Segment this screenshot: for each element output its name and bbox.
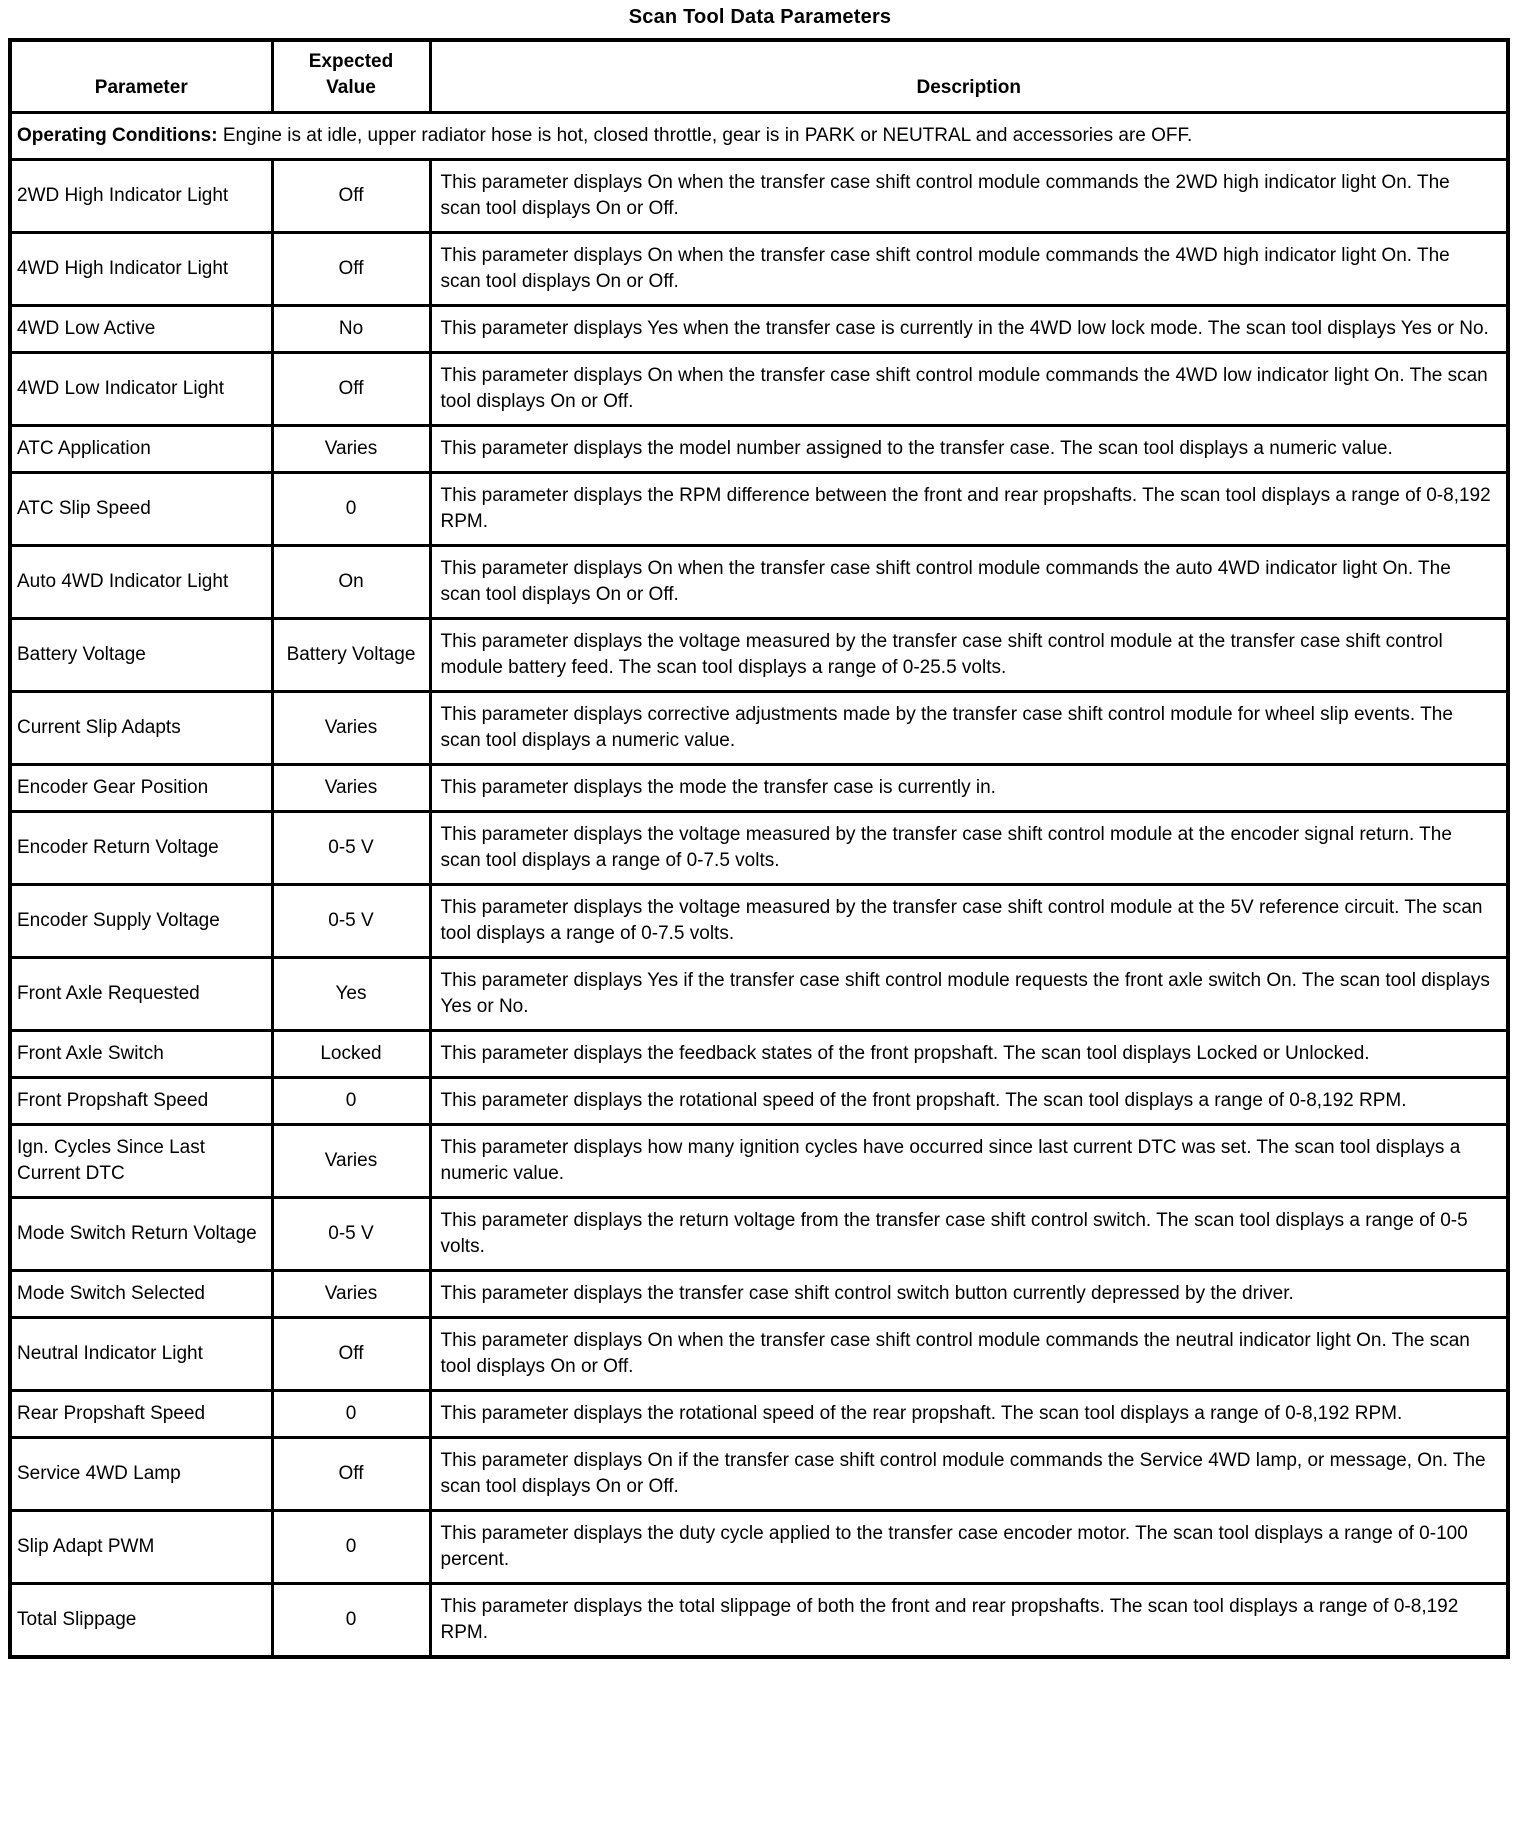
description-cell: This parameter displays the duty cycle applied to the transfer case encoder motor. The scan tool displays a range of 0-100 percent. [430,1510,1508,1583]
table-row [10,1030,1508,1077]
expected-value-cell: 0 [272,1583,430,1657]
description-cell: This parameter displays the voltage measured by the transfer case shift control module at the 5V reference circuit. The scan tool displays a range of 0-7.5 volts. [430,884,1508,957]
description-cell: This parameter displays the total slippage of both the front and rear propshafts. The scan tool displays a range of 0-8,192 RPM. [430,1583,1508,1657]
description-cell: This parameter displays Yes if the transfer case shift control module requests the front axle switch On. The scan tool displays Yes or No. [430,957,1508,1030]
parameter-cell: Rear Propshaft Speed [10,1390,272,1437]
parameter-cell: Total Slippage [10,1583,272,1657]
description-cell: This parameter displays On if the transfer case shift control module commands the Service 4WD lamp, or message, On. The scan tool displays On or Off. [430,1437,1508,1510]
parameter-cell: Service 4WD Lamp [10,1437,272,1510]
table-row [10,159,1508,232]
parameter-cell: Front Propshaft Speed [10,1077,272,1124]
expected-value-cell: Varies [272,691,430,764]
description-cell: This parameter displays On when the transfer case shift control module commands the auto 4WD indicator light On. The scan tool displays On or Off. [430,545,1508,618]
expected-value-cell: Yes [272,957,430,1030]
expected-value-cell: 0-5 V [272,884,430,957]
table-row [10,545,1508,618]
operating-conditions-text: Engine is at idle, upper radiator hose is hot, closed throttle, gear is in PARK or NEUTRAL and accessories are OFF. [217,124,1193,146]
table-row [10,884,1508,957]
parameter-cell: Mode Switch Selected [10,1270,272,1317]
description-cell: This parameter displays On when the transfer case shift control module commands the neutral indicator light On. The scan tool displays On or Off. [430,1317,1508,1390]
column-header-description-label: Description [916,76,1022,98]
description-cell: This parameter displays the voltage measured by the transfer case shift control module at the transfer case shift control module battery feed. The scan tool displays a range of 0-25.5 volts. [430,618,1508,691]
parameter-cell: Encoder Gear Position [10,764,272,811]
table-row [10,1124,1508,1197]
table-row [10,425,1508,472]
description-cell: This parameter displays the model number assigned to the transfer case. The scan tool displays a numeric value. [430,425,1508,472]
description-cell: This parameter displays corrective adjustments made by the transfer case shift control module for wheel slip events. The scan tool displays a numeric value. [430,691,1508,764]
expected-value-cell: 0 [272,1390,430,1437]
column-header-description [430,40,1508,112]
parameter-cell: Encoder Return Voltage [10,811,272,884]
parameter-cell: 4WD Low Active [10,305,272,352]
expected-value-cell: 0-5 V [272,1197,430,1270]
description-cell: This parameter displays the voltage measured by the transfer case shift control module at the encoder signal return. The scan tool displays a range of 0-7.5 volts. [430,811,1508,884]
description-cell: This parameter displays the return voltage from the transfer case shift control switch. The scan tool displays a range of 0-5 volts. [430,1197,1508,1270]
parameter-cell: Slip Adapt PWM [10,1510,272,1583]
expected-value-cell: 0 [272,1077,430,1124]
description-cell: This parameter displays the rotational speed of the rear propshaft. The scan tool displays a range of 0-8,192 RPM. [430,1390,1508,1437]
operating-conditions-cell [10,112,1508,159]
column-header-parameter-label: Parameter [94,76,188,98]
parameter-cell: 2WD High Indicator Light [10,159,272,232]
operating-conditions-label: Operating Conditions: [17,124,218,146]
table-row [10,1317,1508,1390]
expected-value-cell: Varies [272,764,430,811]
column-header-expected-value [272,40,430,112]
table-row [10,1390,1508,1437]
expected-value-cell: Off [272,1317,430,1390]
parameter-cell: Encoder Supply Voltage [10,884,272,957]
description-cell: This parameter displays the transfer case shift control switch button currently depressed by the driver. [430,1270,1508,1317]
table-row [10,232,1508,305]
table-header-row [10,40,1508,112]
expected-value-cell: On [272,545,430,618]
table-row [10,1583,1508,1657]
column-header-expected-value-label: Expected Value [308,50,394,98]
expected-value-cell: 0 [272,472,430,545]
description-cell: This parameter displays how many ignition cycles have occurred since last current DTC was set. The scan tool displays a numeric value. [430,1124,1508,1197]
table-row [10,1270,1508,1317]
parameter-cell: Ign. Cycles Since Last Current DTC [10,1124,272,1197]
description-cell: This parameter displays the rotational speed of the front propshaft. The scan tool displays a range of 0-8,192 RPM. [430,1077,1508,1124]
expected-value-cell: Battery Voltage [272,618,430,691]
table-row [10,1077,1508,1124]
description-cell: This parameter displays the feedback states of the front propshaft. The scan tool displays Locked or Unlocked. [430,1030,1508,1077]
parameter-cell: Front Axle Switch [10,1030,272,1077]
description-cell: This parameter displays On when the transfer case shift control module commands the 4WD high indicator light On. The scan tool displays On or Off. [430,232,1508,305]
parameter-cell: ATC Application [10,425,272,472]
table-row [10,305,1508,352]
table-row [10,352,1508,425]
expected-value-cell: Off [272,1437,430,1510]
table-row [10,618,1508,691]
description-cell: This parameter displays the mode the transfer case is currently in. [430,764,1508,811]
parameter-cell: Auto 4WD Indicator Light [10,545,272,618]
parameter-cell: Mode Switch Return Voltage [10,1197,272,1270]
table-row [10,472,1508,545]
description-cell: This parameter displays Yes when the transfer case is currently in the 4WD low lock mode. The scan tool displays Yes or No. [430,305,1508,352]
table-row [10,691,1508,764]
page-title: Scan Tool Data Parameters [628,6,892,28]
table-row [10,957,1508,1030]
parameter-cell: Current Slip Adapts [10,691,272,764]
parameter-cell: 4WD High Indicator Light [10,232,272,305]
table-row [10,1510,1508,1583]
expected-value-cell: Varies [272,1270,430,1317]
column-header-parameter [10,40,272,112]
operating-conditions-row [10,112,1508,159]
expected-value-cell: Off [272,232,430,305]
expected-value-cell: Varies [272,425,430,472]
expected-value-cell: Off [272,159,430,232]
expected-value-cell: 0 [272,1510,430,1583]
table-row [10,1437,1508,1510]
description-cell: This parameter displays On when the transfer case shift control module commands the 4WD low indicator light On. The scan tool displays On or Off. [430,352,1508,425]
scan-tool-data-table [8,38,1510,1659]
description-cell: This parameter displays the RPM difference between the front and rear propshafts. The scan tool displays a range of 0-8,192 RPM. [430,472,1508,545]
table-row [10,811,1508,884]
parameter-cell: ATC Slip Speed [10,472,272,545]
parameter-cell: 4WD Low Indicator Light [10,352,272,425]
table-row [10,764,1508,811]
table-row [10,1197,1508,1270]
expected-value-cell: No [272,305,430,352]
description-cell: This parameter displays On when the transfer case shift control module commands the 2WD high indicator light On. The scan tool displays On or Off. [430,159,1508,232]
parameter-cell: Front Axle Requested [10,957,272,1030]
expected-value-cell: 0-5 V [272,811,430,884]
parameter-cell: Battery Voltage [10,618,272,691]
expected-value-cell: Off [272,352,430,425]
parameter-cell: Neutral Indicator Light [10,1317,272,1390]
expected-value-cell: Varies [272,1124,430,1197]
expected-value-cell: Locked [272,1030,430,1077]
